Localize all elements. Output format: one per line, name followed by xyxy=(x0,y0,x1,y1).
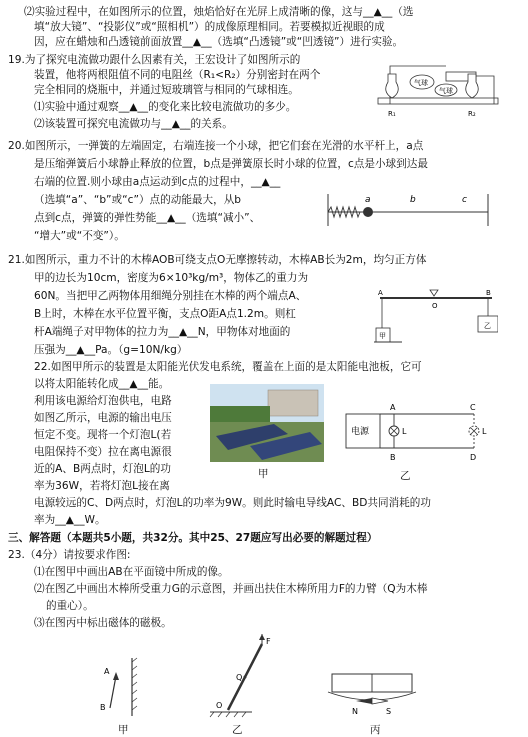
q22-lamp-label-ab: L xyxy=(402,427,407,436)
q20-line4: （选填“a”、“b”或“c”）点的动能最大，从b xyxy=(34,194,242,206)
q19-line1: 19.为了探究电流做功跟什么因素有关，王宏设计了如图所示的 xyxy=(8,54,301,66)
q22-node-b: B xyxy=(390,453,396,462)
q21-line4: B上时，木棒在水平位置平衡，支点O距A点1.2m。则杠 xyxy=(34,308,296,320)
q19-board xyxy=(378,98,498,104)
q22-circuit-caption: 乙 xyxy=(400,470,411,482)
q21-figure xyxy=(374,286,498,352)
q23-sub2: ⑵在图乙中画出木棒所受重力G的示意图，并画出扶住木棒所用力F的力臂（Q为木棒 xyxy=(34,583,428,595)
q21-line1: 21.如图所示，重力不计的木棒AOB可绕支点O无摩擦转动，木棒AB长为2m，均匀正方体 xyxy=(8,254,427,266)
q19-line3: 完全相同的烧瓶中，并通过短玻璃管与相同的气球相连。 xyxy=(34,84,299,96)
q23-fig-bing xyxy=(322,668,422,718)
q19-flask-1 xyxy=(386,74,399,98)
q23-caption-jia: 甲 xyxy=(118,724,129,736)
q23-label-o: O xyxy=(216,701,223,710)
q19-label-balloon-2: 气球 xyxy=(439,87,453,95)
q21-label-b: B xyxy=(486,289,491,297)
q20-label-a: a xyxy=(365,195,371,205)
q18-2-line1: ⑵实验过程中，在如图所示的位置，烛焰恰好在光屏上成清晰的像，这与__▲__（选 xyxy=(24,6,414,18)
q20-line1: 20.如图所示，一弹簧的左端固定，右端连接一个小球，把它们套在光滑的水平杆上，a点 xyxy=(8,140,424,152)
q19-flask-2 xyxy=(466,74,479,98)
q22-line3: 利用该电源给灯泡供电，电路 xyxy=(34,395,172,407)
q23-fig-yi xyxy=(200,634,280,720)
q22-line9: 电源较远的C、D两点时，灯泡L的功率为9W。则此时输电导线AC、BD共同消耗的功 xyxy=(34,497,431,509)
q21-label-a: A xyxy=(378,289,383,297)
q21-label-yi: 乙 xyxy=(484,322,491,330)
q20-ball xyxy=(363,207,373,217)
q22-source-label: 电源 xyxy=(351,427,370,437)
q23-caption-bing: 丙 xyxy=(370,724,381,736)
q22-node-a: A xyxy=(390,403,396,412)
q20-line3: 右端的位置.则小球由a点运动到c点的过程中，__▲__ xyxy=(34,176,281,188)
q22-photo-building xyxy=(268,390,318,416)
q22-line10: 率为__▲__W。 xyxy=(34,514,106,526)
q20-line6: “增大”或“不变”）。 xyxy=(34,230,125,242)
q23-label-b: B xyxy=(100,703,106,712)
q23-label-q: Q xyxy=(236,673,243,682)
q23-sub2-cont: 的重心）。 xyxy=(46,600,94,612)
q19-label-balloon-1: 气球 xyxy=(414,79,428,87)
q21-line5: 杆A端绳子对甲物体的拉力为__▲__N，甲物体对地面的 xyxy=(34,326,291,338)
q21-pivot xyxy=(430,290,438,296)
q23-caption-yi: 乙 xyxy=(232,724,243,736)
q19-figure xyxy=(368,58,508,128)
q19-label-r2: R₂ xyxy=(468,110,476,118)
q22-lamp-label-cd: L xyxy=(482,427,487,436)
q23-mirror-hatch xyxy=(132,658,137,710)
q21-line3: 60N。当把甲乙两物体用细绳分别挂在木棒的两个端点A、 xyxy=(34,290,307,302)
q20-label-b: b xyxy=(410,195,416,205)
section3-heading: 三、解答题（本题共5小题，共32分。其中25、27题应写出必要的解题过程） xyxy=(8,532,378,544)
q18-2-line3: 因，应在蜡烛和凸透镜前面放置__▲__（选填“凸透镜”或“凹透镜”）进行实验。 xyxy=(34,36,404,48)
q21-label-o: O xyxy=(432,302,438,310)
q20-line2: 是压缩弹簧后小球静止释放的位置，b点是弹簧原长时小球的位置，c点是小球到达最 xyxy=(34,158,428,170)
q23-arrow-ab xyxy=(110,676,116,708)
q23-ground-yi-hatch xyxy=(210,712,246,717)
q23-point-q xyxy=(244,676,247,679)
q22-node-c: C xyxy=(470,403,476,412)
q23-heading: 23.（4分）请按要求作图: xyxy=(8,549,131,561)
q22-circuit xyxy=(344,400,504,466)
q19-line2: 装置，他将两根阻值不同的电阻丝（R₁<R₂）分别密封在两个 xyxy=(34,69,321,81)
q23-fig-jia xyxy=(94,654,154,720)
q23-label-f: F xyxy=(266,637,271,646)
q22-line1: 22.如图甲所示的装置是太阳能光伏发电系统，覆盖在上面的是太阳能电池板，它可 xyxy=(34,361,422,373)
q22-photo-caption: 甲 xyxy=(258,468,269,480)
q23-sub3: ⑶在图丙中标出磁体的磁极。 xyxy=(34,617,172,629)
q23-label-s: S xyxy=(386,707,392,716)
q22-line6: 电阻保持不变）拉在离电源很 xyxy=(34,446,172,458)
q21-line2: 甲的边长为10cm，密度为6×10³kg/m³，物体乙的重力为 xyxy=(34,272,309,284)
q22-line8: 率为36W，若将灯泡L接在离 xyxy=(34,480,170,492)
q22-node-d: D xyxy=(470,453,477,462)
q22-photo-trees xyxy=(210,406,270,422)
q23-label-a: A xyxy=(104,667,110,676)
q19-sub1: ⑴实验中通过观察__▲__的变化来比较电流做功的多少。 xyxy=(34,101,297,113)
q20-figure xyxy=(322,190,494,230)
q23-force-f-head xyxy=(259,634,265,640)
q18-2-line2: 填“放大镜”、“投影仪”或“照相机”）的成像原理相同。若要模拟近视眼的成 xyxy=(34,21,385,33)
q22-line7: 近的A、B两点时，灯泡L的功 xyxy=(34,463,171,475)
q19-label-r1: R₁ xyxy=(388,110,396,118)
q20-label-c: c xyxy=(462,195,467,205)
q23-label-n: N xyxy=(352,707,358,716)
q20-line5: 点到c点，弹簧的弹性势能__▲__（选填“减小”、 xyxy=(34,212,261,224)
q22-line4: 如图乙所示，电源的输出电压 xyxy=(34,412,172,424)
q22-solar-photo xyxy=(210,384,324,462)
q23-sub1: ⑴在图甲中画出AB在平面镜中所成的像。 xyxy=(34,566,229,578)
q21-label-jia: 甲 xyxy=(379,332,386,340)
q22-line2: 以将太阳能转化成__▲__能。 xyxy=(34,378,170,390)
q22-line5: 恒定不变。现将一个灯泡L(若 xyxy=(34,429,172,441)
q21-line6: 压强为__▲__Pa。（g=10N/kg） xyxy=(34,344,188,356)
q19-sub2: ⑵该装置可探究电流做功与__▲__的关系。 xyxy=(34,118,233,130)
q23-arrow-ab-head xyxy=(113,672,119,680)
